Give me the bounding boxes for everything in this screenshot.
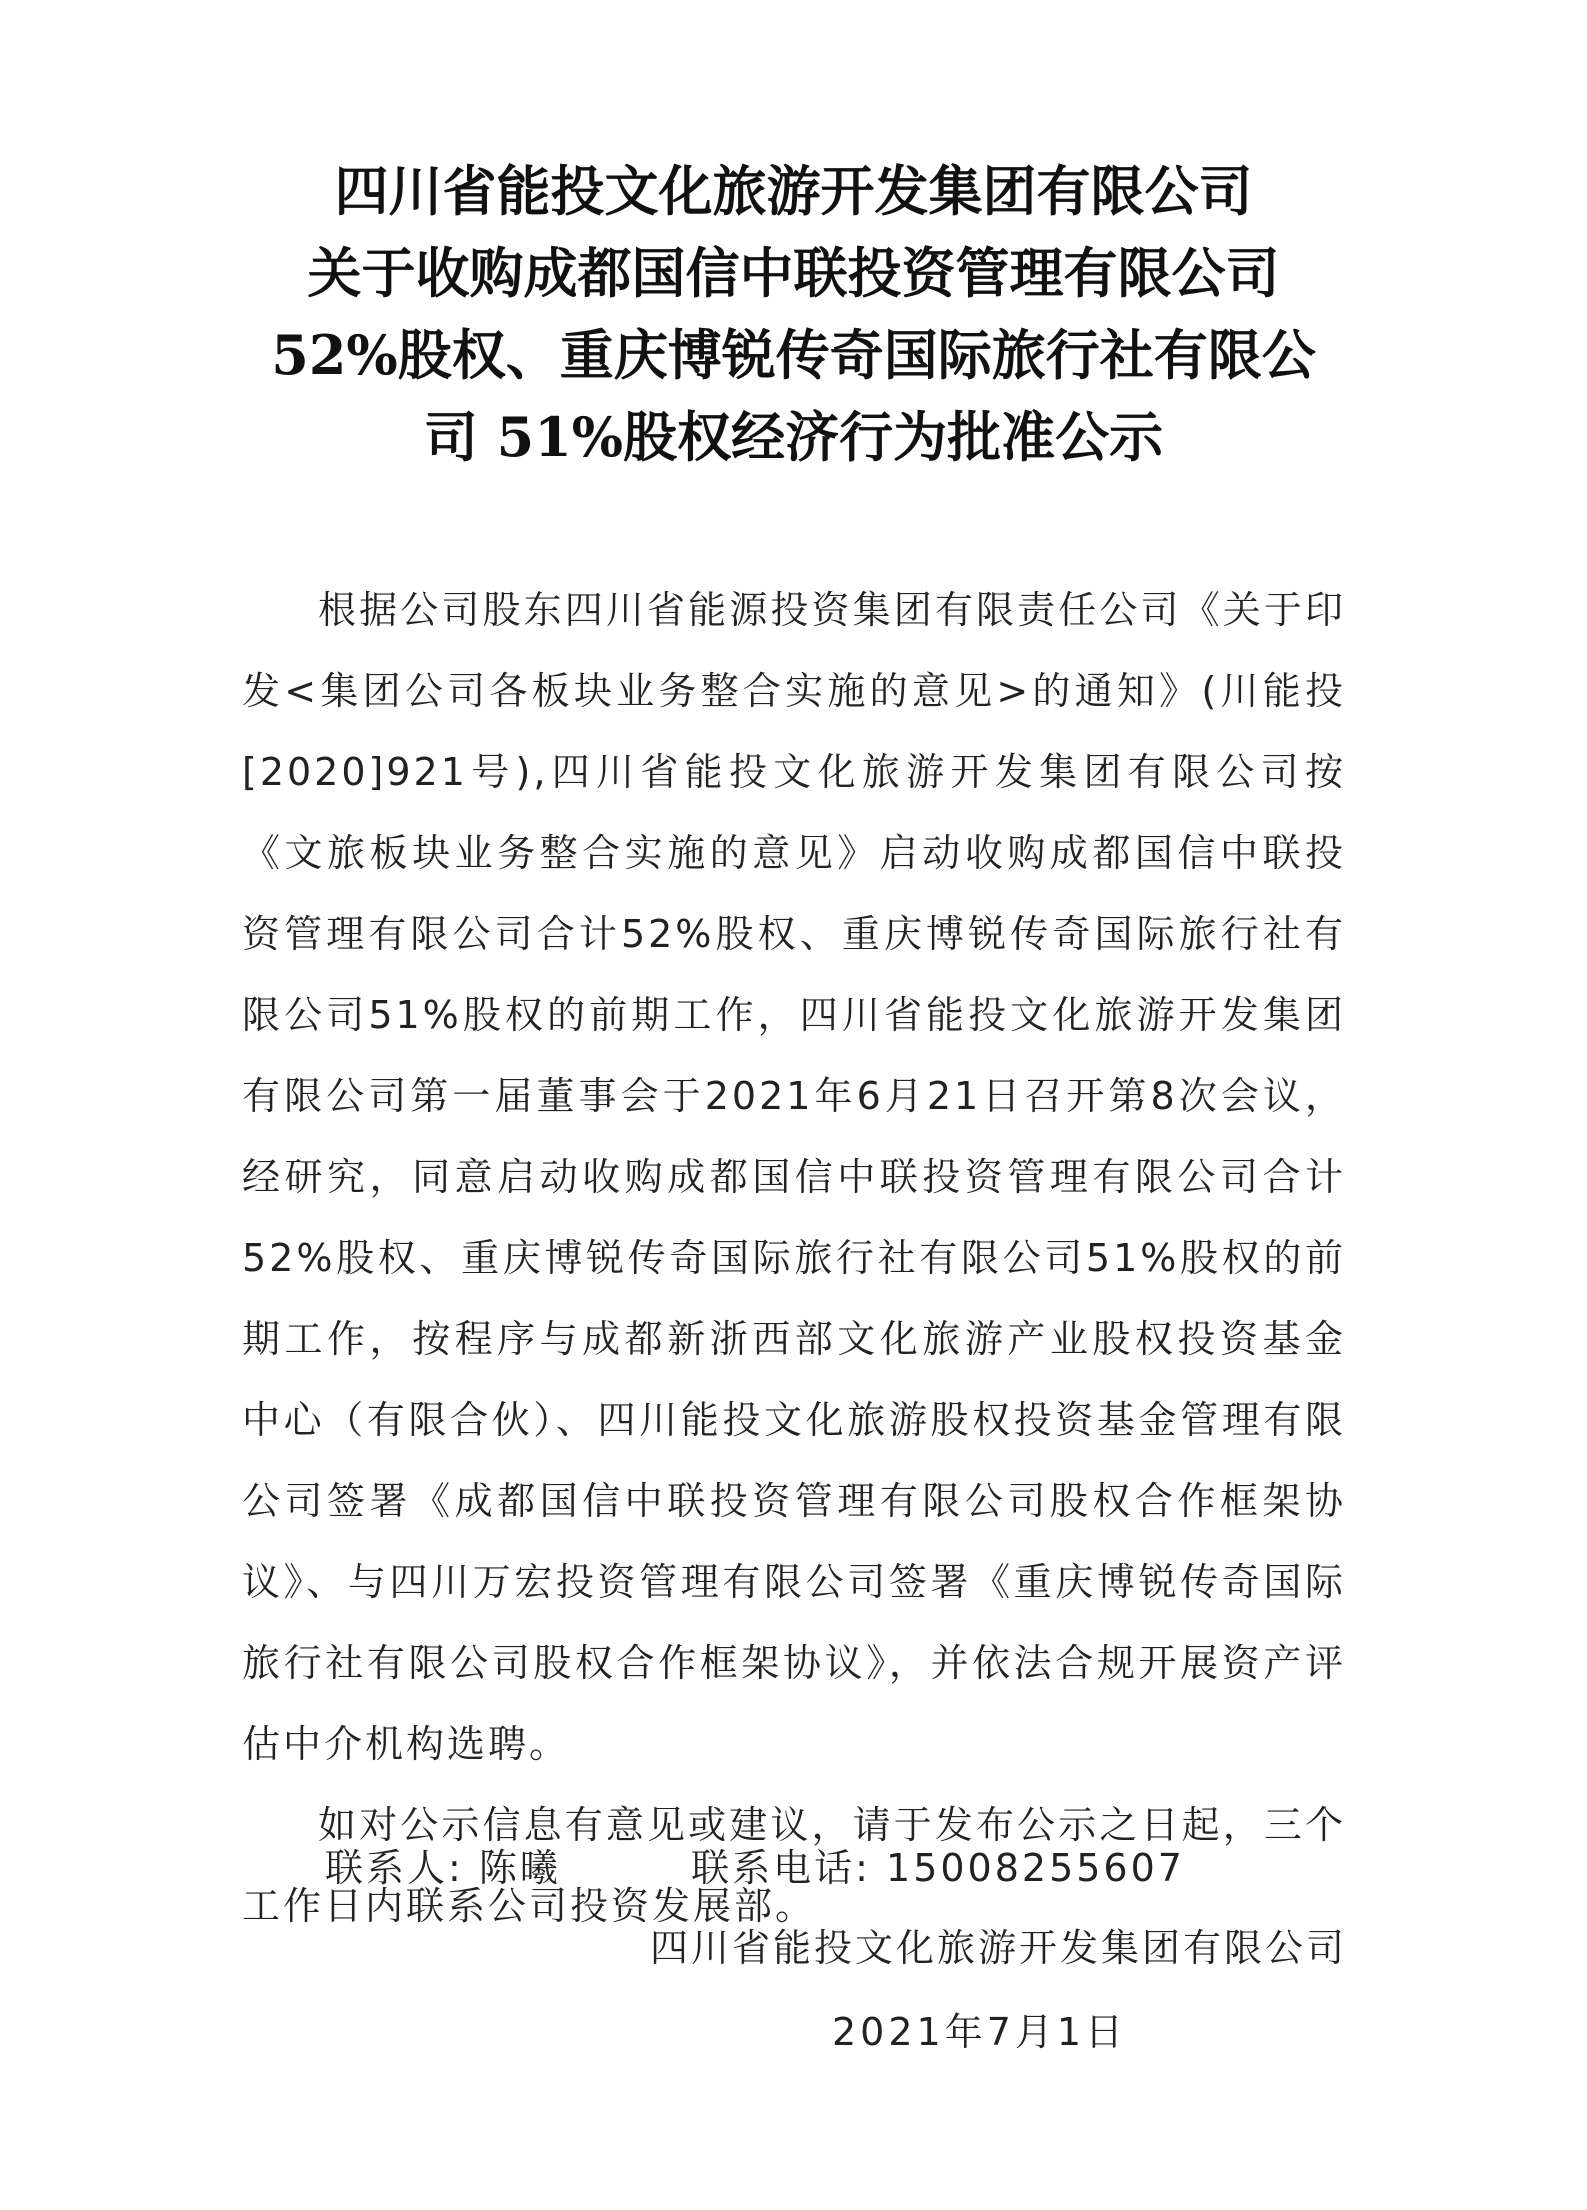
signature-organization: 四川省能投文化旅游开发集团有限公司 [649,1926,1347,1970]
document-title [230,150,1357,478]
contact-phone-number: 15008255607 [886,1846,1185,1890]
contact-person-label: 联系人: [325,1846,464,1890]
title-line-2: 关于收购成都国信中联投资管理有限公司 [307,241,1280,305]
contact-person-name: 陈曦 [478,1846,561,1890]
body-paragraph-2: 如对公示信息有意见或建议，请于发布公示之日起，三个工作日内联系公司投资发展部。 [242,1803,1346,1928]
contact-line [325,1838,1185,1898]
document-body [242,570,1346,1947]
contact-phone-label: 联系电话: [691,1846,871,1890]
title-line-1: 四川省能投文化旅游开发集团有限公司 [334,159,1253,223]
title-line-3: 52%股权、重庆博锐传奇国际旅行社有限公 [271,323,1316,387]
signature-date: 2021年7月1日 [832,2010,1128,2054]
title-line-4: 司 51%股权经济行为批准公示 [423,405,1164,469]
body-paragraph-1: 根据公司股东四川省能源投资集团有限责任公司《关于印发<集团公司各板块业务整合实施的意见>的通知》(川能投[2020]921号),四川省能投文化旅游开发集团有限公司按《文旅板块业务整合实施的意见》启动收购成都国信中联投资管理有限公司合计52%股权、重庆博锐传奇国际旅行社有限公司51%股权的前期工作，四川省能投文化旅游开发集团有限公司第一届董事会于2021年6月21日召开第8次会议，经研究，同意启动收购成都国信中联投资管理有限公司合计52%股权、重庆博锐传奇国际旅行社有限公司51%股权的前期工作，按程序与成都新浙西部文化旅游产业股权投资基金中心（有限合伙）、四川能投文化旅游股权投资基金管理有限公司签署《成都国信中联投资管理有限公司股权合作框架协议》、与四川万宏投资管理有限公司签署《重庆博锐传奇国际旅行社有限公司股权合作框架协议》，并依法合规开展资产评估中介机构选聘。 [242,588,1346,1766]
